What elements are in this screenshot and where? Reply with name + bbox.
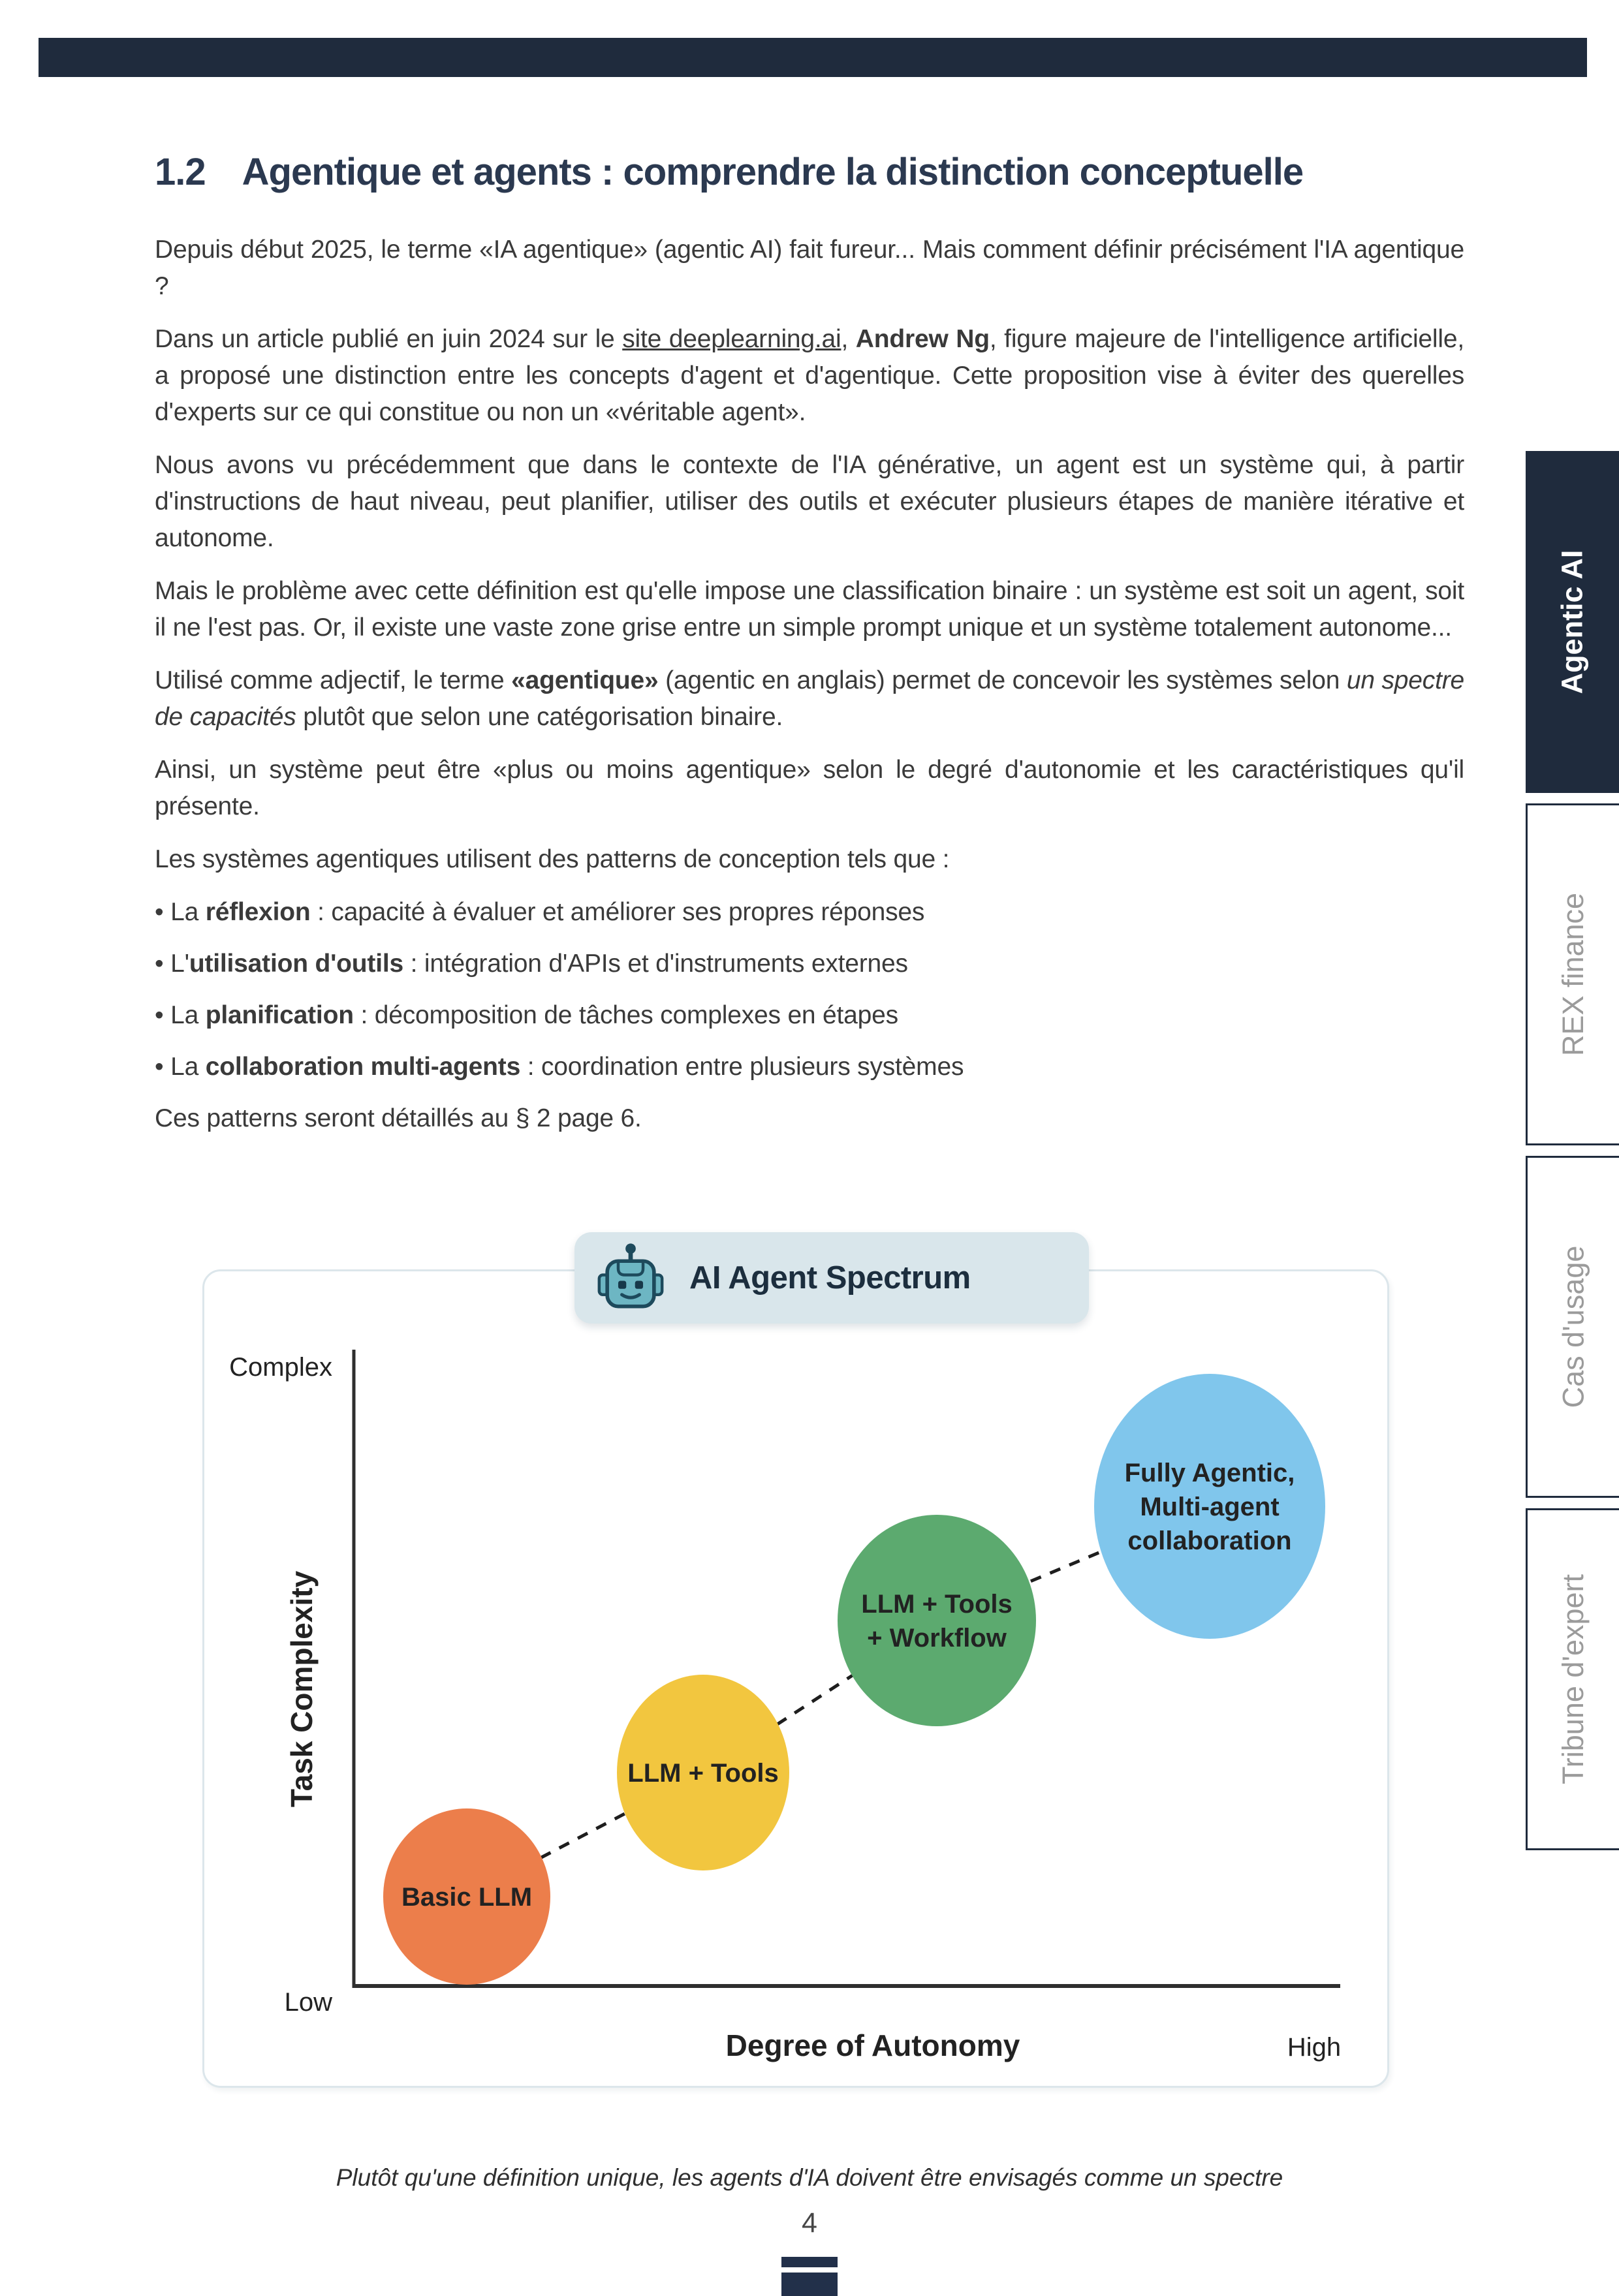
bullet-marker: •: [155, 898, 164, 926]
figure-title: AI Agent Spectrum: [689, 1260, 971, 1295]
figure-title-badge: [574, 1232, 1089, 1324]
section-number: 1.2: [155, 151, 206, 193]
header-bar: [39, 38, 1587, 77]
bullet-marker: •: [155, 950, 164, 978]
tab-tribune-expert[interactable]: [1526, 1508, 1619, 1850]
bubble-llm-tools-workflow: [838, 1515, 1036, 1726]
footer-logo: [781, 2257, 838, 2296]
y-axis-bottom-label: Low: [284, 1988, 332, 2017]
bullet-marker: •: [155, 1001, 164, 1029]
tab-tribune-expert-label: Tribune d'expert: [1556, 1574, 1590, 1785]
paragraph-patterns-ref: Ces patterns seront détaillés au § 2 page 6.: [155, 1104, 642, 1132]
footer-logo-bar-top: [781, 2257, 838, 2267]
x-axis-right-label: High: [1287, 2033, 1342, 2062]
bubble-fully-agentic-label: Fully Agentic, Multi-agent collaboration: [1124, 1459, 1295, 1555]
tab-agentic-ai-label: Agentic AI: [1555, 550, 1589, 694]
tab-agentic-ai[interactable]: [1526, 451, 1619, 793]
spectrum-dashed-connector: [467, 1506, 1210, 1897]
tab-rex-finance-label: REX finance: [1556, 892, 1590, 1057]
spectrum-chart: [204, 1271, 1387, 2086]
paragraph-binary-problem: Mais le problème avec cette définition est qu'elle impose une classification binaire : un système est soit un agent, soit il ne l'est pas. Or, il existe une vaste zone grise entre un simple prompt unique et un système totalement autonome...: [155, 577, 1464, 642]
robot-icon: [594, 1241, 667, 1314]
tab-cas-usage[interactable]: [1526, 1156, 1619, 1498]
y-axis-top-label: Complex: [229, 1353, 332, 1382]
footer-logo-bar-bottom: [781, 2273, 838, 2296]
spectrum-figure: [202, 1269, 1389, 2088]
section-title: Agentique et agents : comprendre la distinction conceptuelle: [242, 151, 1304, 193]
bullet-marker: •: [155, 1053, 164, 1081]
tab-rex-finance[interactable]: [1526, 803, 1619, 1145]
tab-cas-usage-label: Cas d'usage: [1556, 1245, 1590, 1408]
paragraph-spectrum: Ainsi, un système peut être «plus ou moins agentique» selon le degré d'autonomie et les caractéristiques qu'il présente.: [155, 756, 1464, 820]
paragraph-agent-definition: Nous avons vu précédemment que dans le contexte de l'IA générative, un agent est un système qui, à partir d'instructions de haut niveau, peut planifier, utiliser des outils et exécuter plusieurs étapes de manière itérative et autonome.: [155, 451, 1464, 552]
paragraph-patterns-intro: Les systèmes agentiques utilisent des patterns de conception tels que :: [155, 845, 950, 873]
bubble-llm-tools-workflow-label: LLM + Tools + Workflow: [861, 1590, 1013, 1652]
figure-caption: Plutôt qu'une définition unique, les agents d'IA doivent être envisagés comme un spectre: [336, 2164, 1283, 2191]
paragraph-adjective: Utilisé comme adjectif, le terme «agentique» (agentic en anglais) permet de concevoir les systèmes selon un spectre de capacités plutôt que selon une catégorisation binaire.: [155, 666, 1464, 731]
y-axis-title: Task Complexity: [285, 1570, 319, 1808]
page-content: [155, 150, 1464, 1153]
section-heading: [155, 150, 1464, 194]
bullet-outils: • L'utilisation d'outils : intégration d'APIs et d'instruments externes: [155, 950, 908, 978]
bullet-planification: • La planification : décomposition de tâches complexes en étapes: [155, 1001, 898, 1029]
x-axis-title: Degree of Autonomy: [725, 2028, 1020, 2062]
bubble-llm-tools-label: LLM + Tools: [627, 1759, 779, 1788]
paragraph-intro: Depuis début 2025, le terme «IA agentique» (agentic AI) fait fureur... Mais comment définir précisément l'IA agentique ?: [155, 236, 1464, 300]
deeplearning-link[interactable]: site deeplearning.ai: [622, 325, 841, 353]
bullet-collaboration: • La collaboration multi-agents : coordination entre plusieurs systèmes: [155, 1053, 964, 1081]
page-number: 4: [802, 2207, 817, 2239]
andrew-ng-name: Andrew Ng: [855, 325, 990, 353]
bubble-basic-llm-label: Basic LLM: [401, 1883, 533, 1912]
bullet-reflexion: • La réflexion : capacité à évaluer et améliorer ses propres réponses: [155, 898, 925, 926]
paragraph-andrew-ng: Dans un article publié en juin 2024 sur le site deeplearning.ai, Andrew Ng, figure majeure de l'intelligence artificielle, a proposé une distinction entre les concepts d'agent et d'agentique. Cette proposition vise à éviter des querelles d'experts sur ce qui constitue ou non un «véritable agent».: [155, 325, 1464, 426]
